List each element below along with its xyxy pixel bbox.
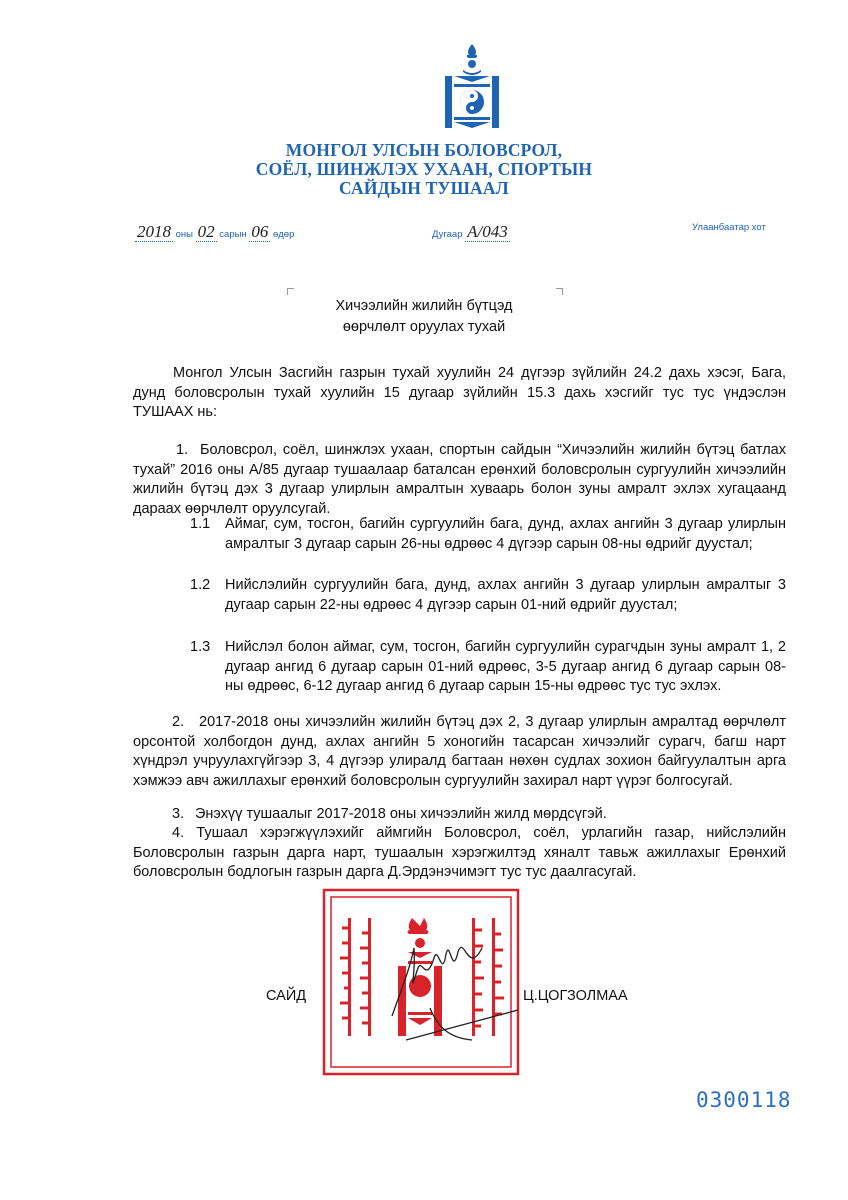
order-type-heading: САЙДЫН ТУШААЛ: [339, 178, 509, 198]
order-number: A/043: [467, 222, 508, 241]
city-label: Улаанбаатар хот: [692, 222, 766, 233]
signatory-title: САЙД: [266, 988, 307, 1004]
document-serial-number: 0300118: [696, 1088, 792, 1112]
order-number-label: Дугаар: [432, 229, 463, 240]
item-2-paragraph: 2017-2018 оны хичээлийн жилийн бүтэц дэх 2, 3 дугаар улирлын амралтад өөрчлөлт орсонтой холбогдон дунд, ахлах ангийн 5 хоногийн тасарсан хичээлийг сурагч, багш нарт хүндрэл учруулахгүйгээр 3, 4 дүгээр улиралд багтаан нөхөн судлах зохион байгуулалтын арга хэмжээ авч ажиллахыг ерөнхий боловсролын сургуулийн захирал нарт үүрэг болгосугай.: [133, 714, 786, 789]
date-month: 02: [197, 222, 215, 241]
ministry-name-line1: МОНГОЛ УЛСЫН БОЛОВСРОЛ,: [285, 140, 563, 160]
ministry-name-line2: СОЁЛ, ШИНЖЛЭХ УХААН, СПОРТЫН: [255, 159, 593, 179]
date-month-label: сарын: [219, 229, 247, 240]
item-1-2-number: 1.2: [190, 577, 211, 593]
item-1-3-paragraph: Нийслэл болон аймаг, сум, тосгон, багийн сургуулийн сурагчдын зуны амралт 1, 2 дугаар ангид 6 дугаар сарын 01-ний өдрөөс, 3-5 дугаар ангид 6 дугаар сарын 08-ны өдрөөс, 6-12 дугаар ангид 6 дугаар сарын 15-ны өдрөөс тус тус эхлэх.: [225, 639, 786, 694]
document-title-line1: Хичээлийн жилийн бүтцэд: [335, 298, 513, 314]
item-1-number: 1.: [176, 442, 189, 458]
item-1-1-number: 1.1: [190, 516, 211, 532]
soyombo-emblem-icon: [441, 42, 503, 130]
item-1-2-paragraph: Нийслэлийн сургуулийн бага, дунд, ахлах ангийн 3 дугаар улирлын амралтыг 3 дугаар сарын 22-ны өдрөөс 4 дүгээр сарын 01-ний өдрийг дуустал;: [225, 577, 786, 613]
item-1-3-number: 1.3: [190, 639, 211, 655]
date-line: [135, 222, 294, 242]
order-number-line: [432, 222, 510, 242]
date-day-label: өдөр: [272, 229, 295, 240]
item-3-number: 3.: [172, 806, 185, 822]
official-seal-stamp: [322, 888, 520, 1076]
item-1-paragraph: Боловсрол, соёл, шинжлэх ухаан, спортын сайдын “Хичээлийн жилийн бүтэц батлах тухай” 2016 оны А/85 дугаар тушаалаар баталсан ерөнхий боловсролын сургуулийн хичээлийн жилийн бүтэц дэх 3 дугаар улирлын амралтын хуваарь болон зуны амралт эхлэх хугацаанд дараах өөрчлөлт оруулсугай.: [133, 442, 786, 517]
item-3-paragraph: Энэхүү тушаалыг 2017-2018 оны хичээлийн жилд мөрдсүгэй.: [195, 806, 607, 822]
date-day: 06: [251, 222, 269, 241]
date-year-label: оны: [175, 229, 193, 240]
date-year: 2018: [137, 222, 171, 241]
document-title-line2: өөрчлөлт оруулах тухай: [342, 319, 506, 335]
corner-mark-left: [287, 288, 294, 295]
item-2-number: 2.: [172, 714, 185, 730]
signatory-name: Ц.ЦОГЗОЛМАА: [523, 988, 628, 1004]
item-4-paragraph: 4. Тушаал хэрэгжүүлэхийг аймгийн Боловсрол, соёл, урлагийн газар, нийслэлийн Боловсролын газрын дарга нарт, тушаалын хэрэгжилтэд хяналт тавьж ажиллахыг Ерөнхий боловсролын бодлогын газрын дарга Д.Эрдэнэчимэгт тус тус даалгасугай.: [133, 825, 786, 880]
item-1-1-paragraph: Аймаг, сум, тосгон, багийн сургуулийн бага, дунд, ахлах ангийн 3 дугаар улирлын амралтыг 3 дугаар сарын 26-ны өдрөөс 4 дүгээр сарын 08-ны өдрийг дуустал;: [225, 516, 786, 552]
corner-mark-right: [556, 288, 563, 295]
preamble-paragraph: Монгол Улсын Засгийн газрын тухай хуулийн 24 дүгээр зүйлийн 24.2 дахь хэсэг, Бага, дунд боловсролын тухай хуулийн 15 дугаар зүйлийн 15.3 дахь хэсгийг тус тус үндэслэн ТУШААХ нь:: [133, 365, 786, 420]
